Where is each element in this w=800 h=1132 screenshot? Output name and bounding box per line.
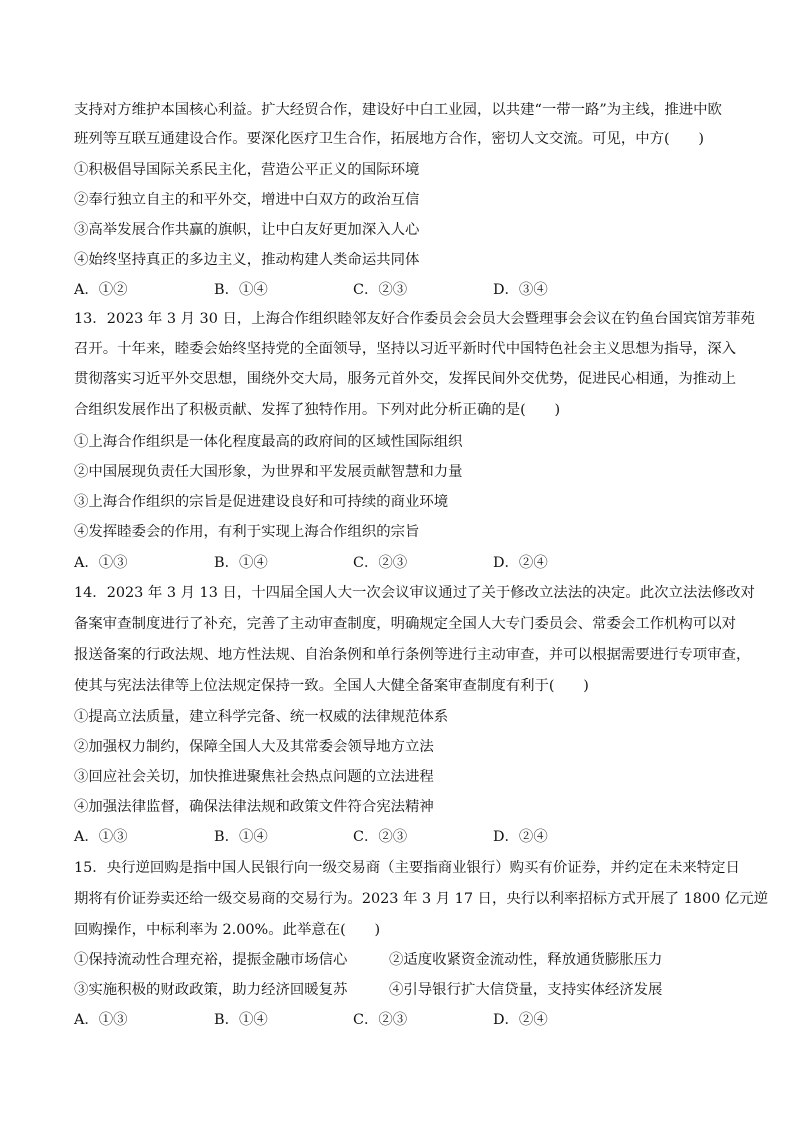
question-stem-line: 班列等互联互通建设合作。要深化医疗卫生合作，拓展地方合作，密切人文交流。可见，中方( ) bbox=[74, 131, 705, 147]
statement-1: ①保持流动性合理充裕，提振金融市场信心 bbox=[74, 952, 348, 968]
statement-2: ②适度收紧资金流动性，释放通货膨胀压力 bbox=[389, 952, 663, 968]
option-b[interactable]: B．①④ bbox=[214, 829, 268, 845]
statement-row bbox=[74, 980, 724, 1000]
statement-4: ④加强法律监督，确保法律法规和政策文件符合宪法精神 bbox=[74, 799, 434, 815]
answer-options bbox=[74, 1010, 724, 1030]
option-c[interactable]: C．②③ bbox=[353, 555, 408, 571]
question-stem-line: 支持对方维护本国核心利益。扩大经贸合作，建设好中白工业园，以共建“一带一路”为主线，推进中欧 bbox=[74, 102, 722, 118]
statement-row bbox=[74, 950, 724, 970]
option-b[interactable]: B．①④ bbox=[214, 555, 268, 571]
statement-3: ③高举发展合作共赢的旗帜，让中白友好更加深入人心 bbox=[74, 222, 420, 238]
option-a[interactable]: A．①③ bbox=[74, 555, 128, 571]
statement-2: ②奉行独立自主的和平外交，增进中白双方的政治互信 bbox=[74, 192, 420, 208]
statement-3: ③实施积极的财政政策，助力经济回暖复苏 bbox=[74, 982, 348, 998]
option-a[interactable]: A．①③ bbox=[74, 1012, 128, 1028]
statement-2: ②中国展现负责任大国形象，为世界和平发展贡献智慧和力量 bbox=[74, 464, 463, 480]
statement-4: ④发挥睦委会的作用，有利于实现上海合作组织的宗旨 bbox=[74, 524, 420, 540]
answer-options bbox=[74, 553, 724, 573]
statement-1: ①上海合作组织是一体化程度最高的政府间的区域性国际组织 bbox=[74, 434, 463, 450]
question-stem-line: 召开。十年来，睦委会始终坚持党的全面领导，坚持以习近平新时代中国特色社会主义思想为指导，深入 bbox=[74, 341, 736, 357]
option-c[interactable]: C．②③ bbox=[353, 1012, 408, 1028]
statement-4: ④引导银行扩大信贷量，支持实体经济发展 bbox=[389, 982, 663, 998]
option-d[interactable]: D．③④ bbox=[493, 282, 548, 298]
question-stem-line: 13．2023 年 3 月 30 日，上海合作组织睦邻友好合作委员会会员大会暨理事会会议在钓鱼台国宾馆芳菲苑 bbox=[74, 311, 755, 327]
option-c[interactable]: C．②③ bbox=[353, 829, 408, 845]
question-stem-line: 14．2023 年 3 月 13 日，十四届全国人大一次会议审议通过了关于修改立法法的决定。此次立法法修改对 bbox=[74, 585, 755, 601]
statement-3: ③上海合作组织的宗旨是促进建设良好和可持续的商业环境 bbox=[74, 494, 449, 510]
question-stem-line: 贯彻落实习近平外交思想，围绕外交大局，服务元首外交，发挥民间外交优势，促进民心相通，为推动上 bbox=[74, 371, 736, 387]
statement-4: ④始终坚持真正的多边主义，推动构建人类命运共同体 bbox=[74, 252, 420, 268]
option-a[interactable]: A．①② bbox=[74, 282, 128, 298]
question-stem-line: 合组织发展作出了积极贡献、发挥了独特作用。下列对此分析正确的是( ) bbox=[74, 402, 561, 418]
option-d[interactable]: D．②④ bbox=[493, 555, 548, 571]
option-b[interactable]: B．①④ bbox=[214, 282, 268, 298]
question-stem-line: 期将有价证券卖还给一级交易商的交易行为。2023 年 3 月 17 日，央行以利率招标方式开展了 1800 亿元逆 bbox=[74, 891, 768, 907]
option-d[interactable]: D．②④ bbox=[493, 1012, 548, 1028]
question-stem-line: 报送备案的行政法规、地方性法规、自治条例和单行条例等进行主动审查，并可以根据需要进行专项审查， bbox=[74, 647, 751, 663]
statement-3: ③回应社会关切，加快推进聚焦社会热点问题的立法进程 bbox=[74, 769, 434, 785]
answer-options bbox=[74, 280, 724, 300]
question-stem-line: 使其与宪法法律等上位法规定保持一致。全国人大健全备案审查制度有利于( ) bbox=[74, 678, 589, 694]
option-d[interactable]: D．②④ bbox=[493, 829, 548, 845]
statement-1: ①提高立法质量，建立科学完备、统一权威的法律规范体系 bbox=[74, 709, 449, 725]
answer-options bbox=[74, 827, 724, 847]
question-stem-line: 回购操作，中标利率为 2.00%。此举意在( ) bbox=[74, 922, 381, 938]
question-stem-line: 备案审查制度进行了补充，完善了主动审查制度，明确规定全国人大专门委员会、常委会工作机构可以对 bbox=[74, 616, 736, 632]
option-a[interactable]: A．①③ bbox=[74, 829, 128, 845]
option-c[interactable]: C．②③ bbox=[353, 282, 408, 298]
question-stem-line: 15．央行逆回购是指中国人民银行向一级交易商（主要指商业银行）购买有价证券，并约定在未来特定日 bbox=[74, 860, 740, 876]
statement-1: ①积极倡导国际关系民主化，营造公平正义的国际环境 bbox=[74, 162, 420, 178]
statement-2: ②加强权力制约，保障全国人大及其常委会领导地方立法 bbox=[74, 739, 434, 755]
option-b[interactable]: B．①④ bbox=[214, 1012, 268, 1028]
